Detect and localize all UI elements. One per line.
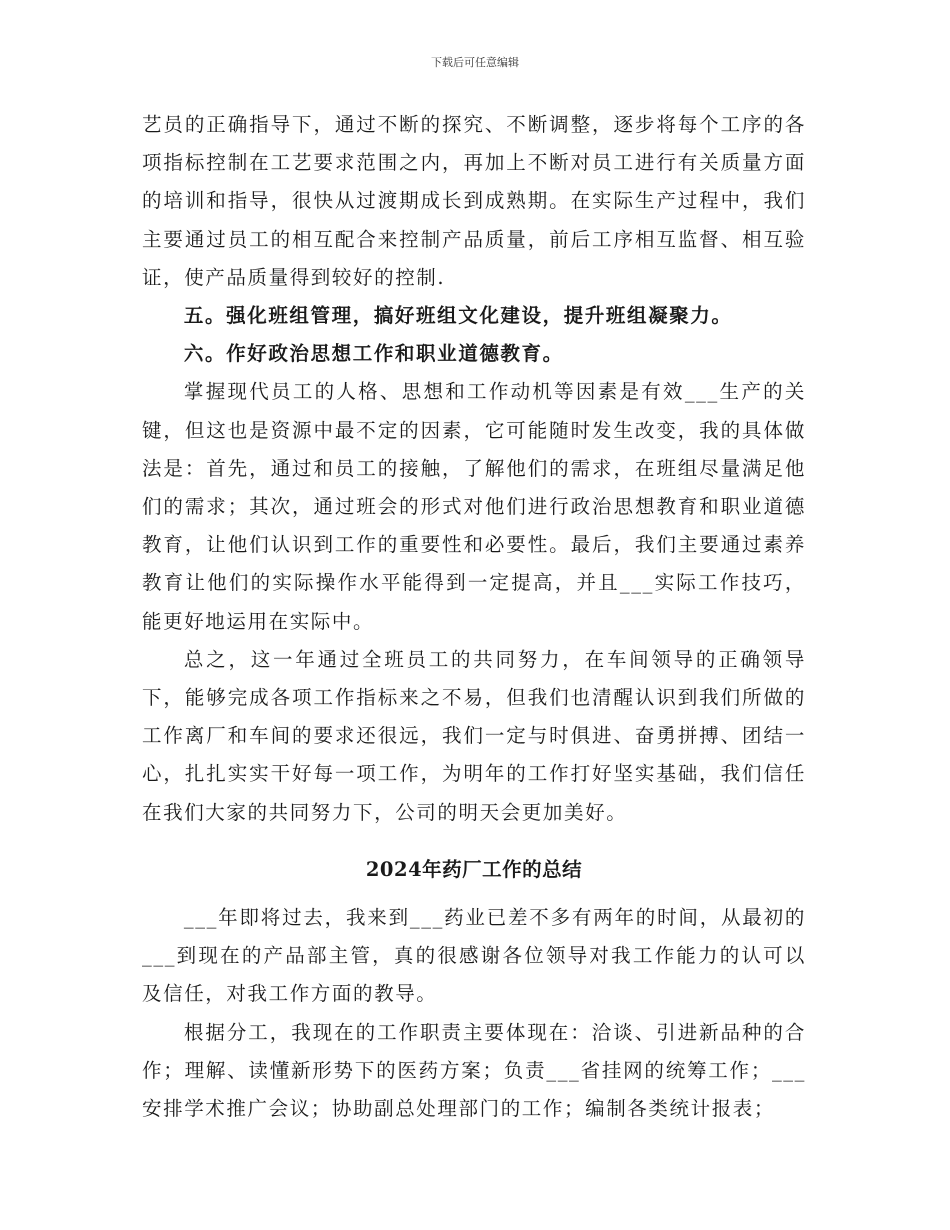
paragraph-staff-management: 掌握现代员工的人格、思想和工作动机等因素是有效___生产的关键，但这也是资源中最不定的因素，它可能随时发生改变，我的具体做法是：首先，通过和员工的接触，了解他们的需求，在班组尽量满足他们的需求；其次，通过班会的形式对他们进行政治思想教育和职业道德教育，让他们认识到工作的重要性和必要性。最后，我们主要通过素养教育让他们的实际操作水平能得到一定提高，并且___实际工作技巧，能更好地运用在实际中。 — [142, 380, 806, 633]
section-heading-5: 五。强化班组管理，搞好班组文化建设，提升班组凝聚力。 — [183, 304, 733, 328]
document-title: 2024年药厂工作的总结 — [365, 857, 583, 881]
paragraph-continuation: 艺员的正确指导下，通过不断的探究、不断调整，逐步将每个工序的各项指标控制在工艺要求范围之内，再加上不断对员工进行有关质量方面的培训和指导，很快从过渡期成长到成熟期。在实际生产过程中，我们主要通过员工的相互配合来控制产品质量，前后工序相互监督、相互验证，使产品质量得到较好的控制. — [142, 113, 806, 289]
paragraph-responsibilities: 根据分工，我现在的工作职责主要体现在：洽谈、引进新品种的合作；理解、读懂新形势下的医药方案；负责___省挂网的统筹工作；___安排学术推广会议；协助副总处理部门的工作；编制各类统计报表； — [142, 1020, 806, 1121]
section-heading-6: 六。作好政治思想工作和职业道德教育。 — [183, 342, 564, 366]
document-body — [142, 106, 806, 1128]
paragraph-intro: ___年即将过去，我来到___药业已差不多有两年的时间，从最初的___到现在的产品部主管，真的很感谢各位领导对我工作能力的认可以及信任，对我工作方面的教导。 — [142, 906, 806, 1006]
paragraph-conclusion: 总之，这一年通过全班员工的共同努力，在车间领导的正确领导下，能够完成各项工作指标来之不易，但我们也清醒认识到我们所做的工作离厂和车间的要求还很远，我们一定与时俱进、奋勇拼搏、团结一心，扎扎实实干好每一项工作，为明年的工作打好坚实基础，我们信任在我们大家的共同努力下，公司的明天会更加美好。 — [142, 647, 806, 824]
page-header: 下载后可任意编辑 — [431, 56, 519, 69]
